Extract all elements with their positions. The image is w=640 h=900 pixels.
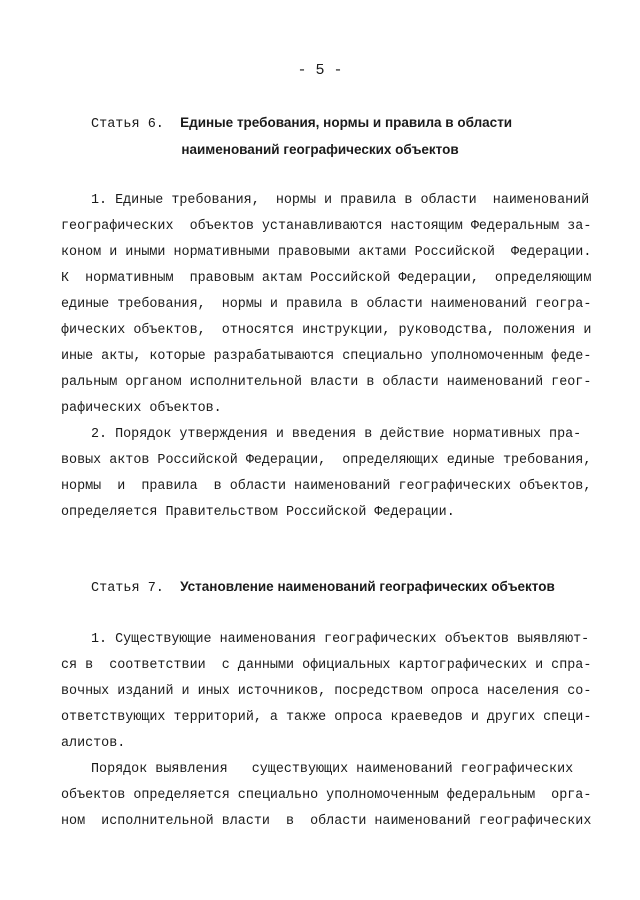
article-7-p1-line: 1. Существующие наименования географических объектов выявляют-	[91, 632, 590, 647]
article-7-heading	[91, 574, 555, 602]
article-6-p1-line: рафических объектов.	[61, 401, 222, 416]
article-7-p1-line: ответствующих территорий, а также опроса краеведов и других специ-	[61, 710, 592, 725]
article-6-p1-line: 1. Единые требования, нормы и правила в области наименований	[91, 193, 590, 208]
article-6-p1-line: К нормативным правовым актам Российской Федерации, определяющим	[61, 271, 592, 286]
article-7-p1-line: ся в соответствии с данными официальных картографических и спра-	[61, 658, 592, 673]
article-6-p2-line: нормы и правила в области наименований географических объектов,	[61, 479, 592, 494]
article-6-p1-line: коном и иными нормативными правовыми актами Российской Федерации.	[61, 245, 592, 260]
page-number: - 5 -	[297, 62, 343, 79]
article-6-p1-line: единые требования, нормы и правила в области наименований геогра-	[61, 297, 592, 312]
article-7-p1-line: вочных изданий и иных источников, посредством опроса населения со-	[61, 684, 592, 699]
article-7-title: Установление наименований географических объектов	[180, 579, 555, 594]
article-7-p2-line: объектов определяется специально уполномоченным федеральным орга-	[61, 788, 592, 803]
article-6-label: Статья 6.	[91, 117, 164, 132]
article-6-title-line-2: наименований географических объектов	[181, 142, 459, 157]
article-6-p1-line: географических объектов устанавливаются настоящим Федеральным за-	[61, 219, 592, 234]
article-6-p2-line: определяется Правительством Российской Федерации.	[61, 505, 455, 520]
article-6-title-line-1: Единые требования, нормы и правила в области	[180, 115, 513, 130]
article-7-p2-line: ном исполнительной власти в области наименований географических	[61, 814, 592, 829]
article-6-heading	[91, 110, 512, 138]
article-7-p2-line: Порядок выявления существующих наименований географических	[91, 762, 574, 777]
article-6-p1-line: иные акты, которые разрабатываются специально уполномоченным феде-	[61, 349, 592, 364]
article-7-p1-line: алистов.	[61, 736, 126, 751]
article-6-p2-line: вовых актов Российской Федерации, определяющих единые требования,	[61, 453, 592, 468]
article-7-label: Статья 7.	[91, 581, 164, 596]
article-6-p2-line: 2. Порядок утверждения и введения в действие нормативных пра-	[91, 427, 582, 442]
article-6-p1-line: ральным органом исполнительной власти в области наименований геог-	[61, 375, 592, 390]
article-6-p1-line: фических объектов, относятся инструкции, руководства, положения и	[61, 323, 592, 338]
